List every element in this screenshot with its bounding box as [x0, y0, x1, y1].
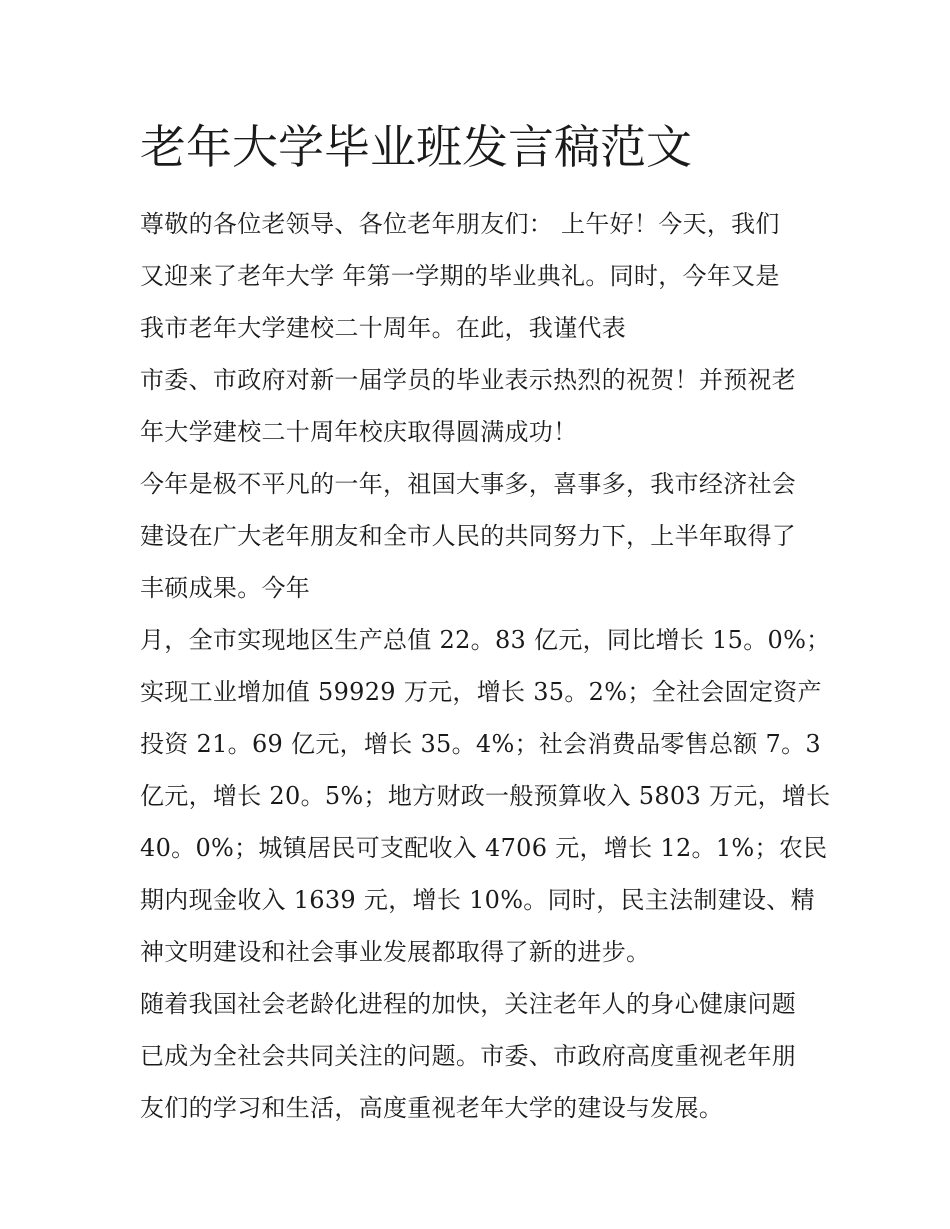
- body-line: 40。0%；城镇居民可支配收入 4706 元，增长 12。1%；农民: [140, 834, 828, 862]
- body-line: 尊敬的各位老领导、各位老年朋友们： 上午好！今天，我们: [140, 210, 780, 238]
- body-line: 随着我国社会老龄化进程的加快，关注老年人的身心健康问题: [140, 990, 797, 1018]
- document-body: [140, 198, 830, 1134]
- body-line: 神文明建设和社会事业发展都取得了新的进步。: [140, 938, 651, 966]
- body-line: 实现工业增加值 59929 万元，增长 35。2%；全社会固定资产: [140, 678, 822, 706]
- body-line: 亿元，增长 20。5%；地方财政一般预算收入 5803 万元，增长: [140, 782, 831, 810]
- body-line: 市委、市政府对新一届学员的毕业表示热烈的祝贺！并预祝老: [140, 366, 797, 394]
- body-line: 友们的学习和生活，高度重视老年大学的建设与发展。: [140, 1094, 724, 1122]
- body-line: 投资 21。69 亿元，增长 35。4%；社会消费品零售总额 7。3: [140, 730, 821, 758]
- body-line: 今年是极不平凡的一年，祖国大事多，喜事多，我市经济社会: [140, 470, 797, 498]
- body-line: 年大学建校二十周年校庆取得圆满成功！: [140, 418, 578, 446]
- body-line: 建设在广大老年朋友和全市人民的共同努力下，上半年取得了: [140, 522, 797, 550]
- body-line: 丰硕成果。今年: [140, 574, 311, 602]
- body-line: 又迎来了老年大学 年第一学期的毕业典礼。同时，今年又是: [140, 262, 780, 290]
- body-line: 已成为全社会共同关注的问题。市委、市政府高度重视老年朋: [140, 1042, 797, 1070]
- body-line: 月，全市实现地区生产总值 22。83 亿元，同比增长 15。0%；: [140, 626, 831, 654]
- body-line: 我市老年大学建校二十周年。在此，我谨代表: [140, 314, 626, 342]
- body-line: 期内现金收入 1639 元，增长 10%。同时，民主法制建设、精: [140, 886, 815, 914]
- document-title: 老年大学毕业班发言稿范文: [140, 120, 692, 174]
